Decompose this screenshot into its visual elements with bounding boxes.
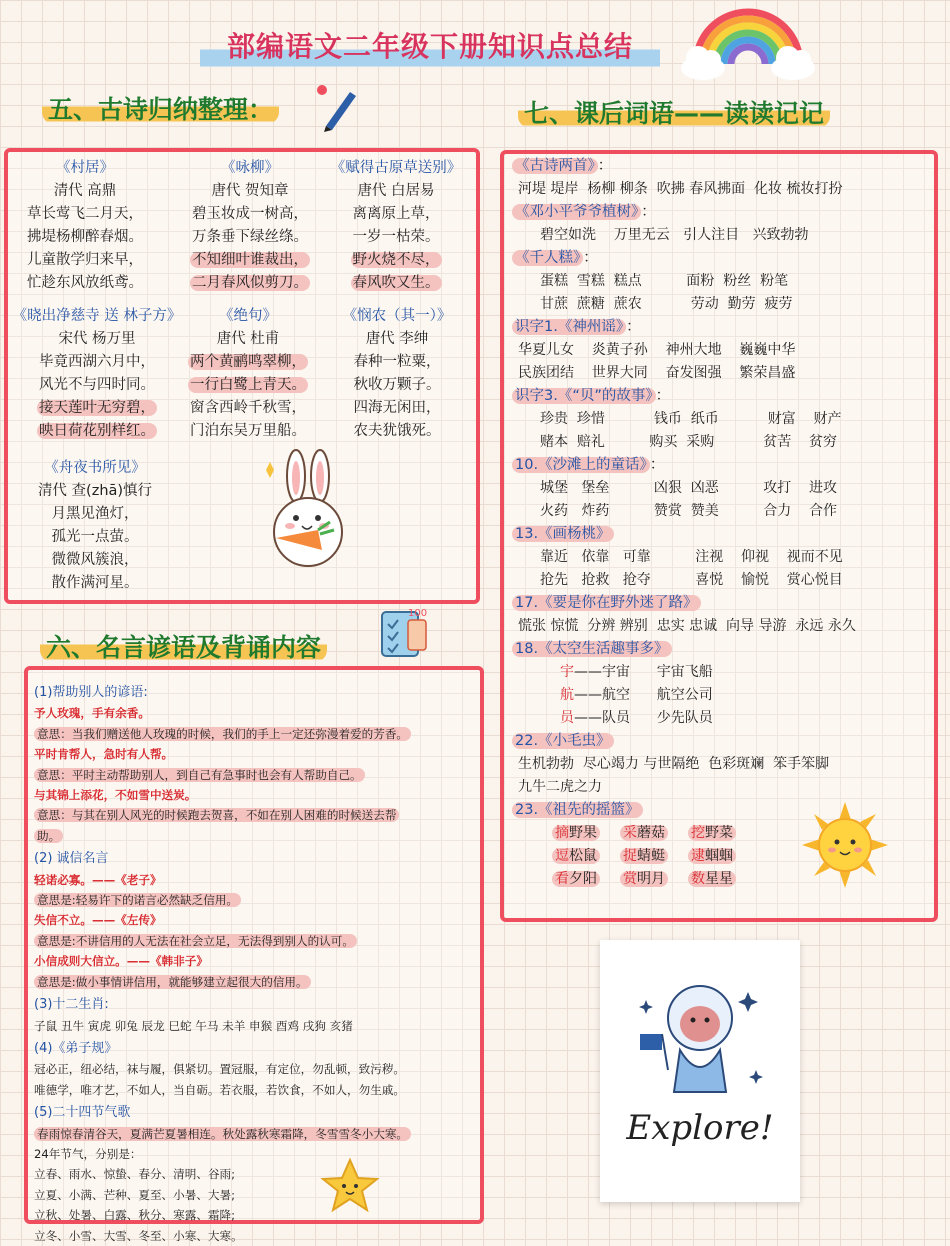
saying-line	[34, 826, 474, 846]
saying-quote: 失信不立。——《左传》	[34, 913, 162, 928]
lesson-heading	[512, 316, 932, 339]
poem-line: 万条垂下绿丝绦。	[192, 229, 308, 245]
word-text: 火药 炸药 赞赏 赞美 合力 合作	[540, 503, 838, 519]
poem-line: 一岁一枯荣。	[352, 229, 440, 245]
lesson-heading	[512, 247, 932, 270]
object: 野果	[569, 825, 597, 841]
saying-line	[34, 972, 474, 992]
verb: 赏	[623, 871, 637, 887]
word-root: 航	[560, 687, 574, 703]
saying-line	[34, 805, 474, 825]
saying-quote: 小信成则大信立。——《韩非子》	[34, 954, 208, 969]
saying-text: 立秋、处暑、白露、秋分、寒露、霜降;	[34, 1208, 236, 1223]
poem-line: 碧玉妆成一树高，	[192, 206, 308, 222]
poem-author: 唐代 杜甫	[216, 331, 280, 347]
rainbow-icon	[678, 2, 818, 82]
word-text: 靠近 依靠 可靠 注视 仰视 视而不见	[540, 549, 843, 565]
section5-heading: 五、古诗归纳整理：	[42, 90, 279, 126]
lesson-colon: ：	[597, 158, 613, 174]
word-text: 抢先 抢救 抢夺 喜悦 愉悦 赏心悦目	[540, 572, 843, 588]
poem-author: 唐代 白居易	[357, 183, 435, 199]
poem-author: 宋代 杨万里	[58, 331, 136, 347]
verb: 逗	[555, 848, 569, 864]
poem-xiaochu	[12, 305, 182, 443]
saying-heading: (5)二十四节气歌	[34, 1105, 131, 1121]
saying-text: 意思是:轻易许下的诺言必然缺乏信用。	[34, 893, 241, 907]
lesson-title: 识字1.《神州谣》	[512, 319, 626, 335]
verb-phrase	[688, 848, 736, 864]
poem-line: 野火烧不尽，	[352, 252, 440, 268]
saying-text: 意思：当我们赠送他人玫瑰的时候，我们的手上一定还弥漫着爱的芳香。	[34, 727, 411, 741]
verb: 挖	[691, 825, 705, 841]
poem-title: 《村居》	[56, 160, 114, 176]
word-row	[512, 707, 932, 730]
lesson-colon: ：	[649, 457, 665, 473]
poem-line: 二月春风似剪刀。	[192, 275, 308, 291]
verb: 捉	[623, 848, 637, 864]
saying-quote: 平时肯帮人，急时有人帮。	[34, 747, 174, 762]
saying-text: 助。	[34, 829, 63, 843]
lesson-title: 13.《画杨桃》	[512, 526, 614, 542]
saying-text: 立夏、小满、芒种、夏至、小暑、大暑;	[34, 1187, 236, 1202]
poem-author: 清代 查(zhā)慎行	[37, 483, 153, 499]
lesson-colon: ：	[583, 250, 598, 266]
verb: 看	[555, 871, 569, 887]
object: 蝈蝈	[705, 848, 733, 864]
verb: 摘	[555, 825, 569, 841]
poem-line: 两个黄鹂鸣翠柳，	[190, 354, 306, 370]
poem-zhouye	[20, 457, 170, 595]
word-text: 赌本 赔礼 购买 采购 贫苦 贫穷	[540, 434, 838, 450]
poem-fudegu	[326, 157, 466, 295]
lesson-heading	[512, 385, 932, 408]
saying-text: 春雨惊春清谷天，夏满芒夏暑相连。秋处露秋寒霜降，冬雪雪冬小大寒。	[34, 1127, 411, 1141]
saying-line	[34, 724, 474, 744]
saying-quote: 与其锦上添花，不如雪中送炭。	[34, 788, 197, 803]
poem-line: 拂堤杨柳醉春烟。	[27, 229, 143, 245]
poem-author: 唐代 贺知章	[211, 183, 289, 199]
word-text: 甘蔗 蔗糖 蔗农 劳动 勤劳 疲劳	[540, 296, 793, 312]
pen-icon	[312, 82, 360, 132]
checklist-icon	[374, 606, 430, 660]
verb: 数	[691, 871, 705, 887]
poem-line: 忙趁东风放纸鸢。	[27, 275, 143, 291]
word-text: 珍贵 珍惜 钱币 纸币 财富 财产	[540, 411, 842, 427]
lesson-title: 识字3.《“贝”的故事》	[512, 388, 656, 404]
lesson-colon: ：	[626, 319, 641, 335]
saying-text: 意思：平时主动帮助别人，到自己有急事时也会有人帮助自己。	[34, 768, 365, 782]
saying-text: 意思是:做小事情讲信用，就能够建立起很大的信用。	[34, 975, 311, 989]
lesson-title: 《千人糕》	[512, 250, 583, 266]
word-row	[512, 753, 932, 776]
poem-line: 四海无闲田，	[353, 400, 441, 416]
poem-line: 窗含西岭千秋雪，	[190, 400, 306, 416]
lesson-title: 23.《祖先的摇篮》	[512, 802, 643, 818]
saying-text: 冠必正，纽必结，袜与履，俱紧切。置冠服，有定位，勿乱顿，致污秽。	[34, 1062, 406, 1077]
word-row	[512, 431, 932, 454]
verb-phrase	[552, 825, 600, 841]
saying-line	[34, 682, 474, 703]
poem-line: 不知细叶谁裁出，	[192, 252, 308, 268]
saying-text: 24年节气，分别是：	[34, 1146, 142, 1161]
word-root: 宇	[560, 664, 574, 680]
star-icon	[320, 1156, 380, 1214]
poem-title: 《晓出净慈寺 送 林子方》	[12, 308, 182, 324]
saying-line	[34, 910, 474, 930]
saying-line	[34, 1164, 474, 1184]
object: 蘑菇	[637, 825, 665, 841]
saying-line	[34, 870, 474, 890]
poem-author: 唐代 李绅	[365, 331, 429, 347]
saying-line	[34, 951, 474, 971]
word-row	[512, 477, 932, 500]
word-row	[512, 546, 932, 569]
word-row	[512, 224, 932, 247]
lesson-title: 18.《太空生活趣事多》	[512, 641, 672, 657]
object: 星星	[705, 871, 733, 887]
word-text: 华夏儿女 炎黄子孙 神州大地 巍巍中华	[518, 342, 796, 358]
poem-title: 《咏柳》	[221, 160, 279, 176]
lesson-title: 17.《要是你在野外迷了路》	[512, 595, 701, 611]
word-row	[512, 178, 932, 201]
verb-phrase	[620, 871, 668, 887]
lesson-heading	[512, 638, 932, 661]
verb-phrase	[552, 848, 600, 864]
saying-line	[34, 1038, 474, 1059]
saying-text: 立春、雨水、惊蛰、春分、清明、谷雨;	[34, 1167, 236, 1182]
poem-line: 映日荷花别样红。	[39, 423, 155, 439]
poem-jueju	[178, 305, 318, 443]
saying-line	[34, 744, 474, 764]
saying-line	[34, 1185, 474, 1205]
word-text: 蛋糕 雪糕 糕点 面粉 粉丝 粉笔	[540, 273, 789, 289]
verb-phrase	[620, 825, 668, 841]
word-text: 碧空如洗 万里无云 引人注目 兴致勃勃	[540, 227, 809, 243]
word-text: 民族团结 世界大同 奋发图强 繁荣昌盛	[518, 365, 796, 381]
word-text: 河堤 堤岸 杨柳 柳条 吹拂 春风拂面 化妆 梳妆打扮	[518, 181, 843, 197]
object: 夕阳	[569, 871, 597, 887]
page-title: 部编语文二年级下册知识点总结	[200, 24, 660, 70]
poem-title: 《悯农（其一）》	[342, 308, 452, 324]
saying-line	[34, 1059, 474, 1079]
saying-line	[34, 890, 474, 910]
saying-line	[34, 1144, 474, 1164]
lesson-heading	[512, 523, 932, 546]
poem-line: 毕竟西湖六月中，	[39, 354, 155, 370]
saying-heading: (4)《弟子规》	[34, 1040, 118, 1056]
word-row	[512, 362, 932, 385]
lesson-heading	[512, 730, 932, 753]
saying-line	[34, 848, 474, 869]
object: 蜻蜓	[637, 848, 665, 864]
saying-text: 子鼠 丑牛 寅虎 卯兔 辰龙 巳蛇 午马 未羊 申猴 酉鸡 戌狗 亥猪	[34, 1018, 353, 1033]
poem-line: 农夫犹饿死。	[353, 423, 441, 439]
saying-line	[34, 994, 474, 1015]
section6-heading: 六、名言谚语及背诵内容	[40, 628, 327, 664]
saying-line	[34, 931, 474, 951]
poem-cunju	[20, 157, 150, 295]
word-row	[512, 500, 932, 523]
word-text: 九牛二虎之力	[518, 779, 602, 795]
lesson-colon: ：	[655, 388, 671, 404]
astronaut-icon	[620, 974, 780, 1104]
section7-heading: 七、课后词语——读读记记	[518, 94, 830, 130]
lesson-heading	[512, 592, 932, 615]
word-list: ——航空 航空公司	[574, 687, 713, 703]
word-row	[512, 339, 932, 362]
poem-line: 秋收万颗子。	[353, 377, 441, 393]
saying-heading: (1)帮助别人的谚语:	[34, 685, 148, 700]
saying-line	[34, 785, 474, 805]
svg-text:100: 100	[408, 608, 428, 619]
poem-author: 清代 高鼎	[53, 183, 117, 199]
lesson-heading	[512, 155, 932, 178]
word-row	[512, 270, 932, 293]
poem-line: 一行白鹭上青天。	[190, 377, 306, 393]
word-row	[512, 684, 932, 707]
saying-text: 意思是:不讲信用的人无法在社会立足，无法得到别人的认可。	[34, 934, 357, 948]
saying-line	[34, 765, 474, 785]
word-list: ——宇宙 宇宙飞船	[574, 664, 713, 680]
saying-text: 意思：与其在别人风光的时候跑去贺喜，不如在别人困难的时候送去帮	[34, 808, 399, 822]
word-row	[512, 293, 932, 316]
poem-title: 《绝句》	[219, 308, 277, 324]
poem-line: 孤光一点萤。	[51, 529, 139, 545]
poem-line: 月黑见渔灯，	[51, 506, 139, 522]
poem-line: 风光不与四时同。	[39, 377, 155, 393]
lesson-heading	[512, 454, 932, 477]
poem-line: 散作满河星。	[51, 575, 139, 591]
word-row	[512, 615, 932, 638]
lesson-title: 《邓小平爷爷植树》	[512, 204, 641, 220]
word-row	[512, 408, 932, 431]
word-root: 员	[560, 710, 574, 726]
saying-line	[34, 1016, 474, 1036]
poem-minnong	[330, 305, 464, 443]
word-text: 城堡 堡垒 凶狠 凶恶 攻打 进攻	[540, 480, 838, 496]
sayings-list	[34, 680, 474, 1246]
poem-line: 春风吹又生。	[352, 275, 440, 291]
object: 野菜	[705, 825, 733, 841]
lesson-title: 10.《沙滩上的童话》	[512, 457, 650, 473]
word-text: 慌张 惊慌 分辨 辨别 忠实 忠诚 向导 导游 永远 永久	[518, 618, 856, 634]
lesson-title: 22.《小毛虫》	[512, 733, 614, 749]
lesson-title: 《古诗两首》	[512, 158, 598, 174]
sun-icon	[800, 800, 890, 890]
word-row	[512, 661, 932, 684]
word-list: ——队员 少先队员	[574, 710, 713, 726]
poem-line: 离离原上草，	[352, 206, 440, 222]
saying-line	[34, 703, 474, 723]
verb: 采	[623, 825, 637, 841]
verb-phrase	[620, 848, 668, 864]
saying-line	[34, 1102, 474, 1123]
explore-text: Explore!	[626, 1108, 774, 1148]
saying-heading: (3)十二生肖:	[34, 997, 109, 1013]
saying-line	[34, 1124, 474, 1144]
poem-yongliu	[180, 157, 320, 295]
verb-phrase	[552, 871, 600, 887]
poem-line: 微微风簇浪，	[51, 552, 139, 568]
word-text: 生机勃勃 尽心竭力 与世隔绝 色彩斑斓 笨手笨脚	[518, 756, 830, 772]
poem-title: 《赋得古原草送别》	[330, 160, 462, 176]
poem-line: 接天莲叶无穷碧，	[39, 400, 155, 416]
poem-line: 门泊东吴万里船。	[190, 423, 306, 439]
verb: 逮	[691, 848, 705, 864]
lesson-colon: ：	[641, 204, 656, 220]
words-list	[512, 155, 932, 891]
poem-line: 儿童散学归来早，	[27, 252, 143, 268]
saying-line	[34, 1226, 474, 1246]
saying-line	[34, 1080, 474, 1100]
verb-phrase	[688, 871, 736, 887]
saying-text: 唯德学，唯才艺，不如人，当自砺。若衣服，若饮食，不如人，勿生戚。	[34, 1082, 406, 1097]
lesson-heading	[512, 201, 932, 224]
saying-text: 立冬、小雪、大雪、冬至、小寒、大寒。	[34, 1228, 243, 1243]
word-row	[512, 776, 932, 799]
saying-quote: 轻诺必寡。——《老子》	[34, 872, 162, 887]
word-row	[512, 569, 932, 592]
saying-line	[34, 1205, 474, 1225]
poem-line: 春种一粒粟，	[353, 354, 441, 370]
bunny-icon	[256, 446, 356, 576]
object: 明月	[637, 871, 665, 887]
verb-phrase	[688, 825, 736, 841]
poem-title: 《舟夜书所见》	[44, 460, 146, 476]
saying-heading: (2) 诚信名言	[34, 851, 109, 867]
object: 松鼠	[569, 848, 597, 864]
saying-quote: 予人玫瑰，手有余香。	[34, 706, 150, 721]
poem-line: 草长莺飞二月天，	[27, 206, 143, 222]
explore-card	[600, 940, 800, 1202]
